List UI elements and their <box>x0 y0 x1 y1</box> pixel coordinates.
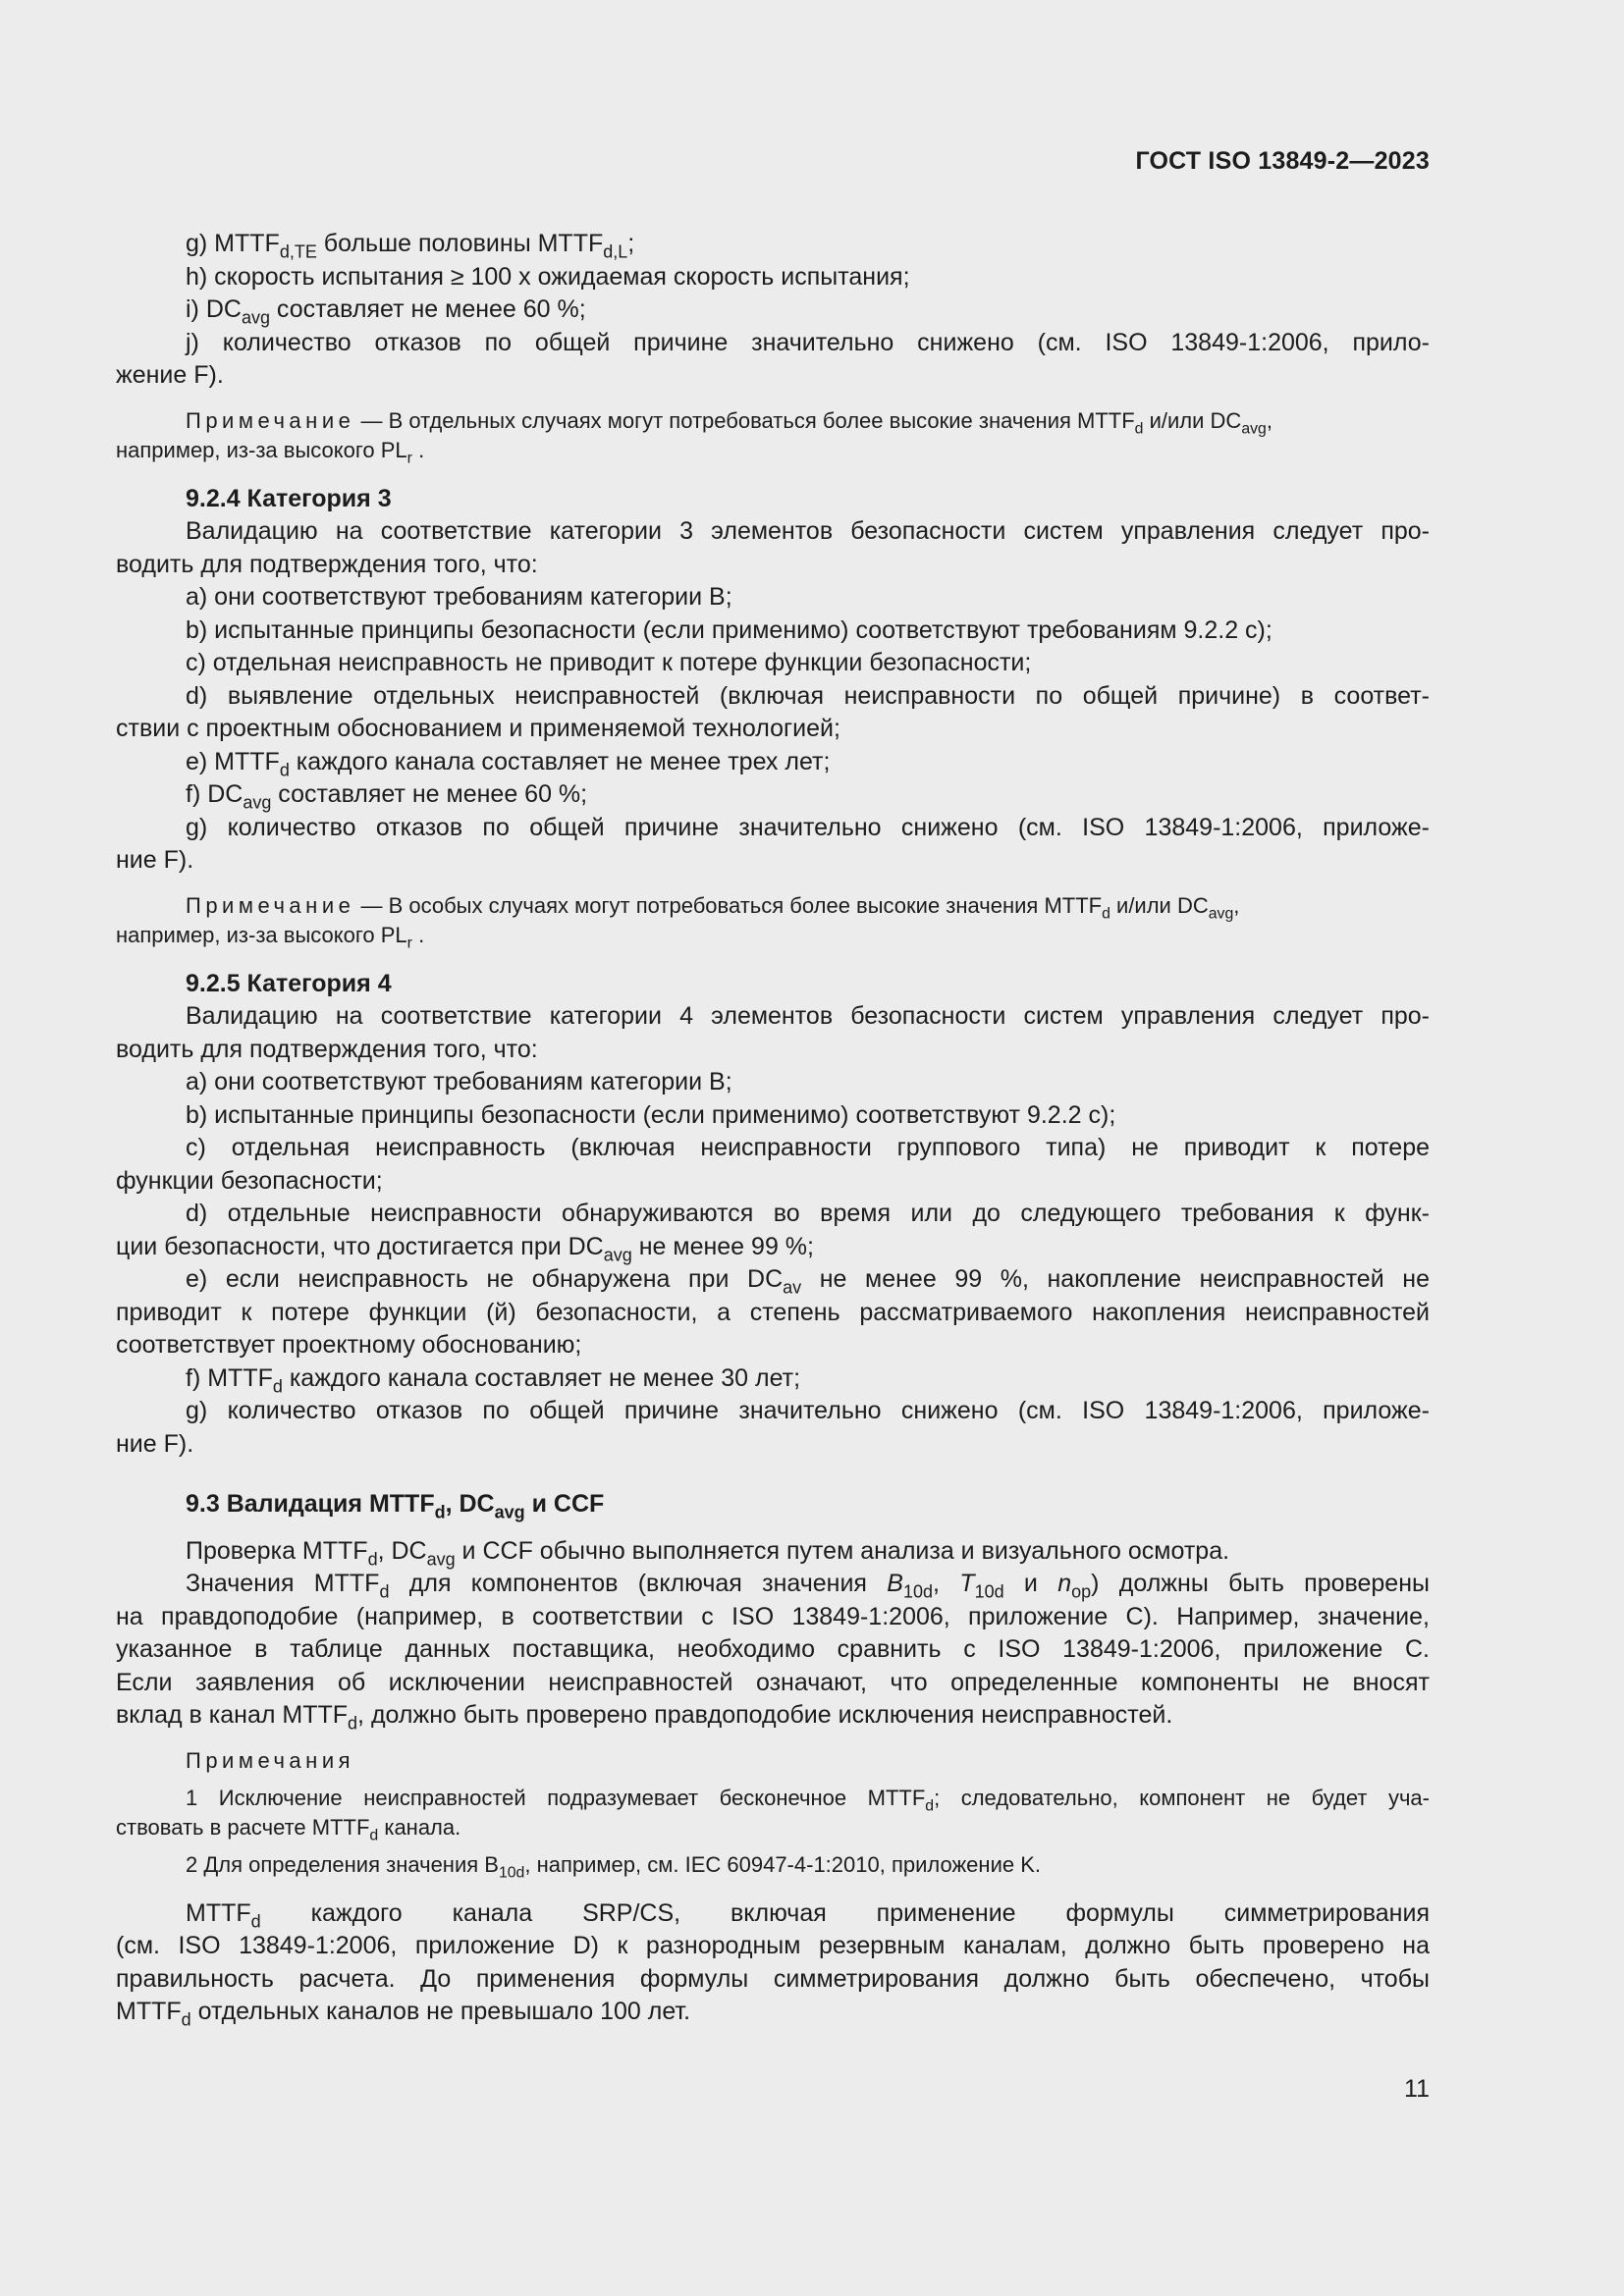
text: , <box>1233 892 1240 918</box>
subscript: avg <box>603 1244 632 1264</box>
text: n <box>1057 1570 1072 1597</box>
subscript: 10d <box>498 1864 525 1882</box>
sec93-paragraph-1 <box>116 1535 1430 1569</box>
sec925-intro-cont: водить для подтверждения того, что: <box>116 1035 538 1063</box>
list-item-j-cont: жение F). <box>116 361 224 389</box>
subscript: r <box>406 934 412 952</box>
sec925-item-c: c) отдельная неисправность (включая неисправности группового типа) не приводит к потере <box>186 1134 1430 1161</box>
note-1-cont <box>116 436 1430 465</box>
text: g) MTTF <box>186 230 280 257</box>
notes-item-2 <box>116 1850 1430 1880</box>
sec925-item-g-cont: ние F). <box>116 1429 194 1458</box>
subscript: d <box>434 1502 446 1522</box>
subscript: avg <box>1241 420 1267 438</box>
text: e) MTTF <box>186 747 280 775</box>
page-number: 11 <box>1404 2075 1430 2103</box>
text: не менее 99 %, накопление неисправностей не <box>801 1265 1430 1293</box>
sec924-item-g: g) количество отказов по общей причине значительно снижено (см. ISO 13849-1:2006, приложе- <box>186 813 1430 841</box>
text: f) MTTF <box>186 1363 273 1392</box>
text: для компонентов (включая значения <box>389 1570 888 1597</box>
text: каждого канала составляет не менее 30 лет; <box>282 1363 801 1392</box>
subscript: 10d <box>902 1581 934 1602</box>
note-2 <box>116 891 1430 921</box>
subscript: avg <box>426 1548 456 1569</box>
text: и CCF обычно выполняется путем анализа и визуального осмотра. <box>455 1536 1230 1565</box>
sec925-item-e-cont: приводит к потере функции (й) безопасности, а степень рассматриваемого накопления неисправностей <box>116 1298 1430 1326</box>
text: . <box>411 922 425 947</box>
sec93-paragraph-3-line3: правильность расчета. До применения формулы симметрирования должно быть обеспечено, чтобы <box>116 1964 1430 1993</box>
notes-item-1-cont <box>116 1813 1430 1842</box>
list-item-i <box>116 294 1430 327</box>
text: — В особых случаях могут потребоваться более высокие значения MTTF <box>354 892 1103 918</box>
subscript: d <box>369 1827 379 1844</box>
text: MTTF <box>186 1898 251 1927</box>
section-heading-924: 9.2.4 Категория 3 <box>186 484 392 512</box>
subscript: d <box>250 1910 261 1931</box>
text: , <box>933 1570 960 1597</box>
sec93-paragraph-2-line4: Если заявления об исключении неисправностей означают, что определенные компоненты не вносят <box>116 1668 1430 1696</box>
text: ции безопасности, что достигается при DC <box>116 1232 604 1260</box>
text: не менее 99 %; <box>631 1232 814 1260</box>
subscript: d <box>367 1548 378 1569</box>
text: i) DC <box>186 295 242 323</box>
sec924-intro: Валидацию на соответствие категории 3 элементов безопасности систем управления следует про- <box>186 517 1430 545</box>
subscript: avg <box>1208 905 1234 923</box>
sec93-paragraph-3-line4 <box>116 1996 1430 2029</box>
text: и/или DC <box>1110 892 1209 918</box>
notes-label <box>116 1746 1430 1776</box>
sec925-item-b: b) испытанные принципы безопасности (если применимо) соответствуют 9.2.2 с); <box>186 1100 1116 1129</box>
sec924-item-c: c) отдельная неисправность не приводит к потере функции безопасности; <box>186 649 1032 676</box>
subscript: 10d <box>974 1581 1004 1602</box>
text: составляет не менее 60 %; <box>269 295 586 323</box>
text: , DC <box>445 1490 495 1518</box>
text: и/или DC <box>1143 407 1242 433</box>
text: отдельных каналов не превышало 100 лет. <box>190 1998 691 2025</box>
subscript: avg <box>243 792 272 813</box>
list-item-j: j) количество отказов по общей причине значительно снижено (см. ISO 13849-1:2006, прило- <box>186 328 1430 356</box>
text: например, из-за высокого PL <box>116 922 407 947</box>
subscript: avg <box>241 307 270 328</box>
text: и <box>1003 1570 1058 1597</box>
sec925-intro: Валидацию на соответствие категории 4 элементов безопасности систем управления следует про- <box>186 1002 1430 1030</box>
text: ; следовательно, компонент не будет уча- <box>934 1785 1430 1810</box>
subscript: d,TE <box>279 241 317 262</box>
sec925-item-a: a) они соответствуют требованиям категории В; <box>186 1068 732 1095</box>
subscript: d <box>272 1375 283 1396</box>
text: каждого канала составляет не менее трех лет; <box>289 747 831 775</box>
note-2-cont <box>116 921 1430 950</box>
text: T <box>959 1570 975 1597</box>
sec924-intro-cont: водить для подтверждения того, что: <box>116 550 538 578</box>
sec925-item-c-cont: функции безопасности; <box>116 1166 383 1195</box>
sec925-item-e-cont2: соответствует проектному обоснованию; <box>116 1331 582 1359</box>
text: , <box>1266 407 1272 433</box>
text: . <box>411 437 425 462</box>
text: например, из-за высокого PL <box>116 437 407 462</box>
subscript: av <box>783 1277 802 1298</box>
text: больше половины MTTF <box>316 230 604 257</box>
subscript: d <box>1134 420 1144 438</box>
sec93-paragraph-2-line5 <box>116 1699 1430 1733</box>
section-heading-925: 9.2.5 Категория 4 <box>186 969 392 997</box>
note-label: Примечания <box>186 1747 355 1773</box>
subscript: d <box>379 1581 390 1602</box>
sec924-item-a: a) они соответствуют требованиям категории В; <box>186 583 732 611</box>
text: ; <box>627 230 635 257</box>
sec925-item-e <box>116 1263 1430 1297</box>
sec925-item-g: g) количество отказов по общей причине значительно снижено (см. ISO 13849-1:2006, приложе- <box>186 1397 1430 1424</box>
subscript: d <box>181 2009 191 2030</box>
text: вклад в канал MTTF <box>116 1701 349 1729</box>
page-content <box>116 228 1430 2029</box>
text: 9.3 Валидация MTTF <box>186 1490 435 1518</box>
sec924-item-d-cont: ствии с проектным обоснованием и применяемой технологией; <box>116 715 840 742</box>
subscript: d,L <box>603 241 628 262</box>
text: Значения MTTF <box>186 1570 380 1597</box>
text: B <box>887 1570 903 1597</box>
note-label: Примечание <box>186 407 355 433</box>
note-label: Примечание <box>186 892 355 918</box>
text: f) DC <box>186 780 244 808</box>
text: ствовать в расчете MTTF <box>116 1814 370 1840</box>
notes-item-1 <box>116 1784 1430 1813</box>
sec924-item-e <box>116 746 1430 779</box>
text: — В отдельных случаях могут потребоваться более высокие значения MTTF <box>354 407 1135 433</box>
note-1 <box>116 406 1430 436</box>
subscript: d <box>1102 905 1110 923</box>
text: ) должны быть проверены <box>1091 1570 1430 1597</box>
sec93-paragraph-2-line3: указанное в таблице данных поставщика, необходимо сравнить с ISO 13849-1:2006, приложение С. <box>116 1635 1430 1663</box>
subscript: d <box>348 1713 358 1734</box>
subscript: op <box>1071 1581 1092 1602</box>
text: 1 Исключение неисправностей подразумевает бесконечное MTTF <box>186 1785 926 1810</box>
text: составляет не менее 60 %; <box>271 780 588 808</box>
sec93-paragraph-3 <box>116 1897 1430 1931</box>
sec93-paragraph-3-line2: (см. ISO 13849-1:2006, приложение D) к разнородным резервным каналам, должно быть проверено на <box>116 1932 1430 1959</box>
sec925-item-f <box>116 1362 1430 1396</box>
sec925-item-d-cont <box>116 1231 1430 1264</box>
subscript: d <box>279 759 290 779</box>
subscript: r <box>406 450 412 467</box>
text: и CCF <box>524 1490 605 1518</box>
list-item-g <box>116 228 1430 261</box>
section-heading-93 <box>116 1488 1430 1522</box>
text: канала. <box>378 1814 461 1840</box>
text: e) если неисправность не обнаружена при DC <box>186 1265 784 1293</box>
standard-header: ГОСТ ISO 13849-2—2023 <box>1135 147 1430 175</box>
text: каждого канала SRP/CS, включая применение формулы симметрирования <box>260 1898 1430 1927</box>
sec93-paragraph-2 <box>116 1568 1430 1601</box>
sec924-item-g-cont: ние F). <box>116 846 194 874</box>
sec924-item-b: b) испытанные принципы безопасности (если применимо) соответствуют требованиям 9.2.2 с); <box>186 615 1272 644</box>
text: , DC <box>377 1536 427 1565</box>
text: MTTF <box>116 1998 182 2025</box>
text: , например, см. IEC 60947-4-1:2010, приложение K. <box>524 1851 1041 1877</box>
list-item-h: h) скорость испытания ≥ 100 х ожидаемая скорость испытания; <box>186 262 910 291</box>
sec925-item-d: d) отдельные неисправности обнаруживаются во время или до следующего требования к функ- <box>186 1200 1430 1227</box>
text: , должно быть проверено правдоподобие исключения неисправностей. <box>357 1701 1173 1729</box>
sec924-item-f <box>116 778 1430 812</box>
subscript: avg <box>494 1502 525 1522</box>
text: Проверка MTTF <box>186 1536 368 1565</box>
sec924-item-d: d) выявление отдельных неисправностей (включая неисправности по общей причине) в соответ- <box>186 681 1430 710</box>
sec93-paragraph-2-line2: на правдоподобие (например, в соответствии с ISO 13849-1:2006, приложение С). Например, значение, <box>116 1602 1430 1630</box>
subscript: d <box>925 1797 935 1815</box>
text: 2 Для определения значения B <box>186 1851 499 1877</box>
